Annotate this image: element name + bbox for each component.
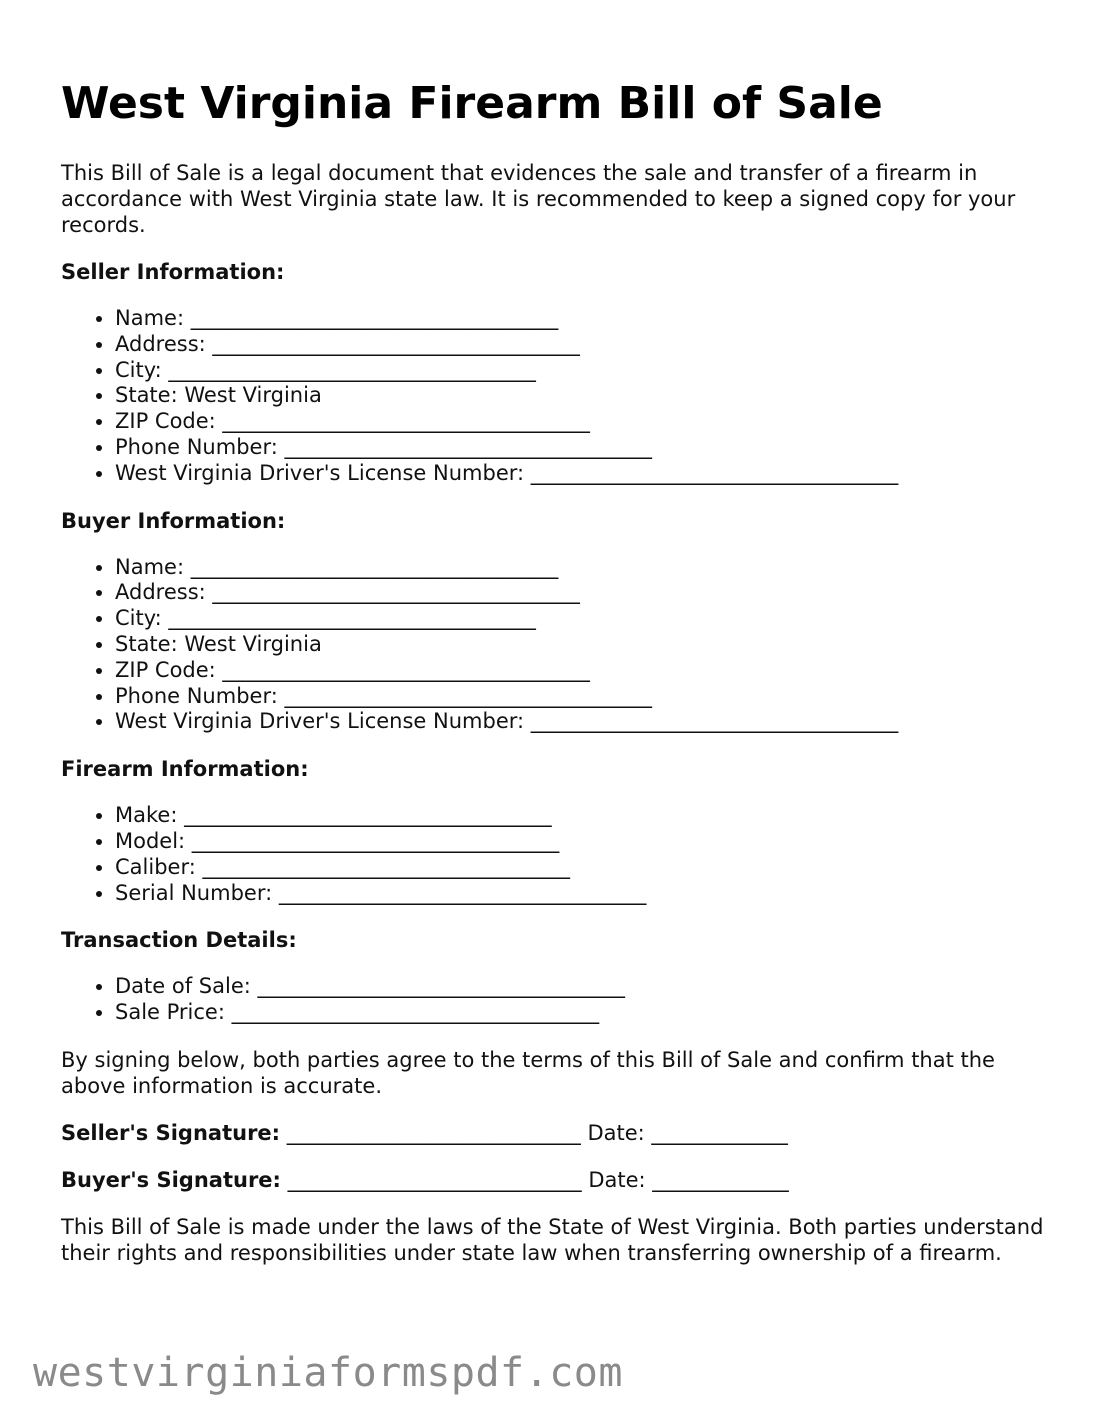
buyer-zip-field: • ZIP Code: ___________________________________: [115, 658, 1051, 684]
closing-paragraph: This Bill of Sale is made under the laws of the State of West Virginia. Both parties understand their rights and responsibilities under state law when transferring ownership of a firearm.: [61, 1214, 1044, 1265]
seller-date-label: Date:: [587, 1120, 645, 1145]
firearm-info-list: [61, 803, 1051, 906]
firearm-section-heading: Firearm Information:: [61, 757, 309, 782]
page-title: West Virginia Firearm Bill of Sale: [61, 78, 883, 129]
firearm-make-field: • Make: ___________________________________: [115, 803, 1051, 829]
buyer-section-heading: Buyer Information:: [61, 508, 286, 533]
seller-city-field: • City: ___________________________________: [115, 358, 1051, 384]
sale-price-field: • Sale Price: ___________________________________: [115, 1000, 1051, 1026]
seller-zip-field: • ZIP Code: ___________________________________: [115, 409, 1051, 435]
buyer-date-blank: _____________: [645, 1167, 789, 1192]
seller-license-field: • West Virginia Driver's License Number: ___________________________________: [115, 461, 1051, 487]
firearm-caliber-field: • Caliber: ___________________________________: [115, 855, 1051, 881]
buyer-signature-label: Buyer's Signature:: [61, 1167, 281, 1192]
buyer-address-field: • Address: ___________________________________: [115, 580, 1051, 606]
firearm-model-field: • Model: ___________________________________: [115, 829, 1051, 855]
intro-paragraph: This Bill of Sale is a legal document that evidences the sale and transfer of a firearm in accordance with West Virginia state law. It is recommended to keep a signed copy for your records.: [61, 161, 1016, 237]
document-page: [61, 0, 1051, 1266]
seller-signature-blank: ____________________________: [280, 1120, 588, 1145]
seller-signature-label: Seller's Signature:: [61, 1120, 281, 1145]
buyer-name-field: • Name: ___________________________________: [115, 555, 1051, 581]
buyer-phone-field: • Phone Number: ___________________________________: [115, 684, 1051, 710]
sale-date-field: • Date of Sale: ___________________________________: [115, 974, 1051, 1000]
transaction-info-list: [61, 974, 1051, 1026]
seller-section-heading: Seller Information:: [61, 260, 285, 284]
seller-phone-field: • Phone Number: ___________________________________: [115, 435, 1051, 461]
agreement-paragraph: By signing below, both parties agree to the terms of this Bill of Sale and confirm that the above information is accurate.: [61, 1047, 995, 1098]
buyer-city-field: • City: ___________________________________: [115, 606, 1051, 632]
buyer-signature-line: [61, 1167, 1051, 1193]
watermark-text: westvirginiaformspdf.com: [33, 1350, 623, 1396]
buyer-state-field: • State: West Virginia: [115, 632, 1051, 658]
buyer-signature-blank: ____________________________: [280, 1167, 589, 1192]
buyer-info-list: [61, 555, 1051, 736]
transaction-section-heading: Transaction Details:: [61, 928, 297, 953]
buyer-date-label: Date:: [588, 1167, 646, 1192]
firearm-serial-field: • Serial Number: ___________________________________: [115, 881, 1051, 907]
seller-state-field: • State: West Virginia: [115, 383, 1051, 409]
seller-signature-line: [61, 1120, 1051, 1146]
seller-date-blank: _____________: [644, 1120, 788, 1145]
buyer-license-field: • West Virginia Driver's License Number: ___________________________________: [115, 709, 1051, 735]
seller-name-field: • Name: ___________________________________: [115, 306, 1051, 332]
seller-address-field: • Address: ___________________________________: [115, 332, 1051, 358]
seller-info-list: [61, 306, 1051, 487]
